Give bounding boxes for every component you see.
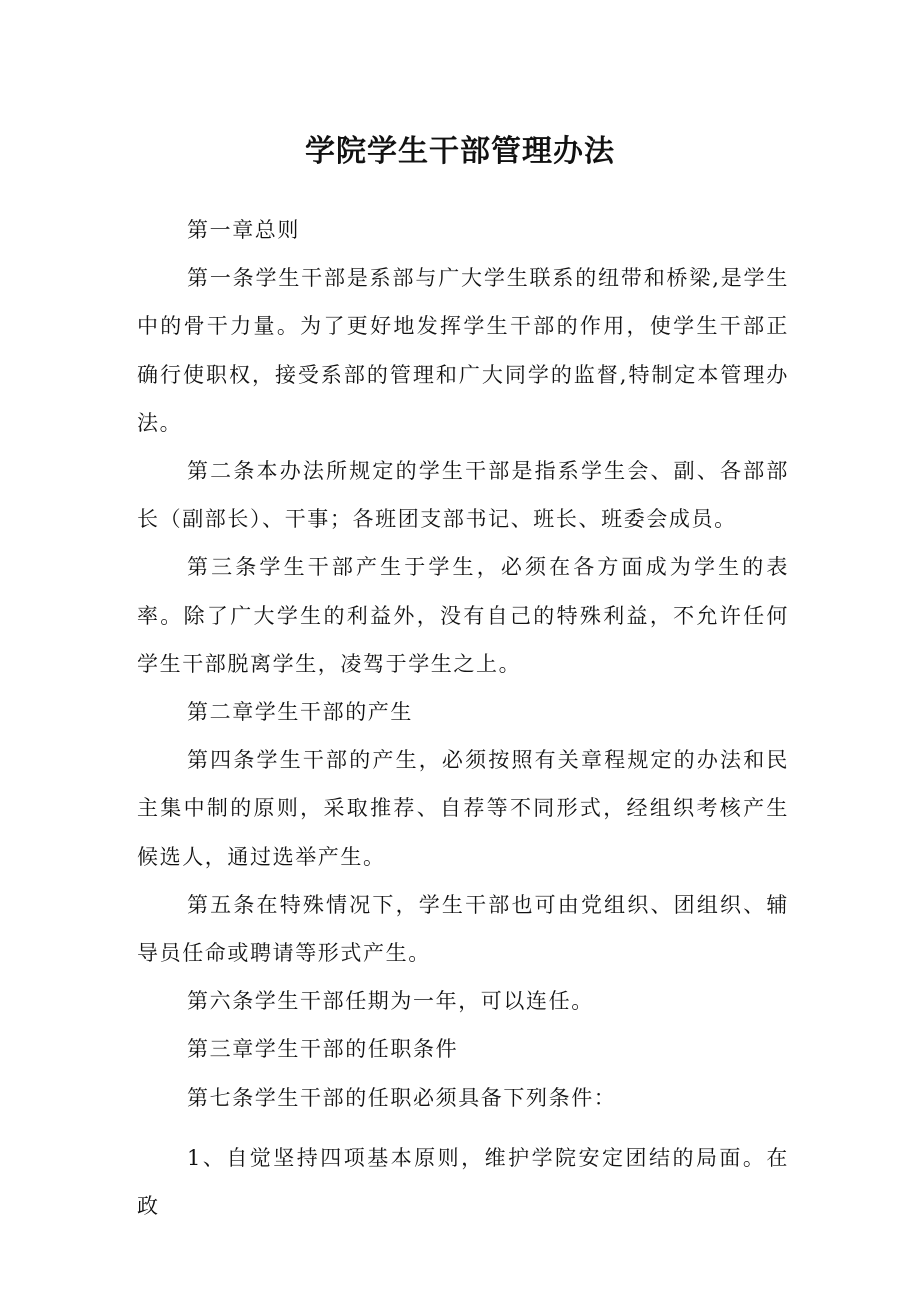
article-3: 第三条学生干部产生于学生，必须在各方面成为学生的表率。除了广大学生的利益外，没有自己的特殊利益，不允许任何学生干部脱离学生，凌驾于学生之上。	[137, 555, 789, 676]
article-1: 第一条学生干部是系部与广大学生联系的纽带和桥梁,是学生中的骨干力量。为了更好地发挥学生干部的作用，使学生干部正确行使职权，接受系部的管理和广大同学的监督,特制定本管理办法。	[137, 266, 789, 435]
condition-item-1: 1、自觉坚持四项基本原则，维护学院安定团结的局面。在政	[137, 1145, 789, 1219]
document-body	[137, 206, 789, 1230]
article-6: 第六条学生干部任期为一年，可以连任。	[187, 989, 594, 1014]
chapter-3-heading: 第三章学生干部的任职条件	[187, 1037, 459, 1062]
chapter-1-heading: 第一章总则	[187, 218, 300, 242]
article-5: 第五条在特殊情况下，学生干部也可由党组织、团组织、辅导员任命或聘请等形式产生。	[137, 892, 789, 966]
article-4: 第四条学生干部的产生，必须按照有关章程规定的办法和民主集中制的原则，采取推荐、自荐等不同形式，经组织考核产生候选人，通过选举产生。	[137, 748, 789, 869]
chapter-2-heading: 第二章学生干部的产生	[187, 700, 413, 725]
document-title: 学院学生干部管理办法	[305, 134, 615, 169]
article-7: 第七条学生干部的任职必须具备下列条件：	[187, 1085, 617, 1110]
article-2: 第二条本办法所规定的学生干部是指系学生会、副、各部部长（副部长）、干事；各班团支部书记、班长、班委会成员。	[137, 459, 789, 532]
